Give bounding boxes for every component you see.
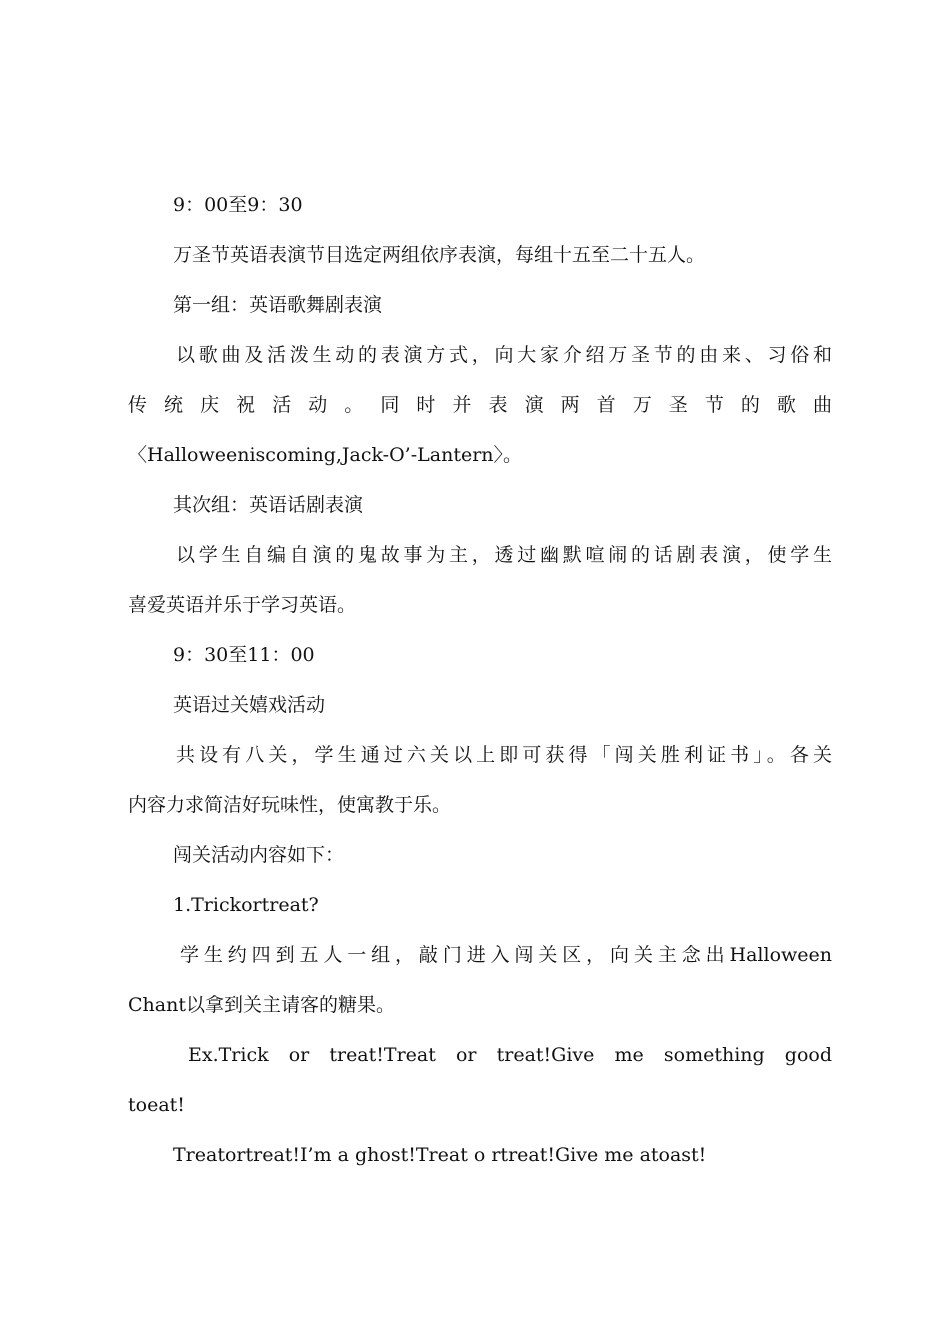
paragraph-game-line-1: 共设有八关，学生通过六关以上即可获得「闯关胜利证书」。各关 bbox=[176, 744, 832, 766]
chant-example-line-3: Treatortreat!I’m a ghost!Treat o rtreat!Give me atoast! bbox=[173, 1144, 707, 1166]
paragraph-group-one-line-1: 以歌曲及活泼生动的表演方式，向大家介绍万圣节的由来、习俗和 bbox=[176, 344, 832, 366]
paragraph-activity-item-1-line-1: 学生约四到五人一组，敲门进入闯关区，向关主念出Halloween bbox=[180, 944, 832, 966]
time-heading-2: 9：30至11：00 bbox=[173, 644, 315, 666]
activity-list-heading: 闯关活动内容如下： bbox=[173, 844, 345, 866]
chant-example-line-1: Ex.Trick or treat!Treat or treat!Give me something good bbox=[188, 1044, 832, 1066]
document-body bbox=[128, 180, 832, 1180]
chant-example-line-2: toeat! bbox=[128, 1094, 185, 1116]
paragraph-group-two-line-2: 喜爱英语并乐于学习英语。 bbox=[128, 594, 357, 616]
paragraph-group-one-line-2: 传统庆祝活动。同时并表演两首万圣节的歌曲 bbox=[128, 394, 832, 416]
paragraph-group-one-line-3: 〈Halloweeniscoming,Jack-O’-Lantern〉。 bbox=[128, 444, 523, 466]
paragraph-group-two-line-1: 以学生自编自演的鬼故事为主，透过幽默喧闹的话剧表演，使学生 bbox=[176, 544, 832, 566]
paragraph-activity-item-1-line-2: Chant以拿到关主请客的糖果。 bbox=[128, 994, 395, 1016]
group-two-heading: 其次组：英语话剧表演 bbox=[173, 494, 364, 516]
paragraph-game-line-2: 内容力求简洁好玩味性，使寓教于乐。 bbox=[128, 794, 452, 816]
time-heading-1: 9：00至9：30 bbox=[173, 194, 303, 216]
game-activity-heading: 英语过关嬉戏活动 bbox=[173, 694, 326, 716]
paragraph-program-intro: 万圣节英语表演节目选定两组依序表演，每组十五至二十五人。 bbox=[173, 244, 706, 266]
group-one-heading: 第一组：英语歌舞剧表演 bbox=[173, 294, 383, 316]
activity-item-1-title: 1.Trickortreat? bbox=[173, 894, 319, 916]
